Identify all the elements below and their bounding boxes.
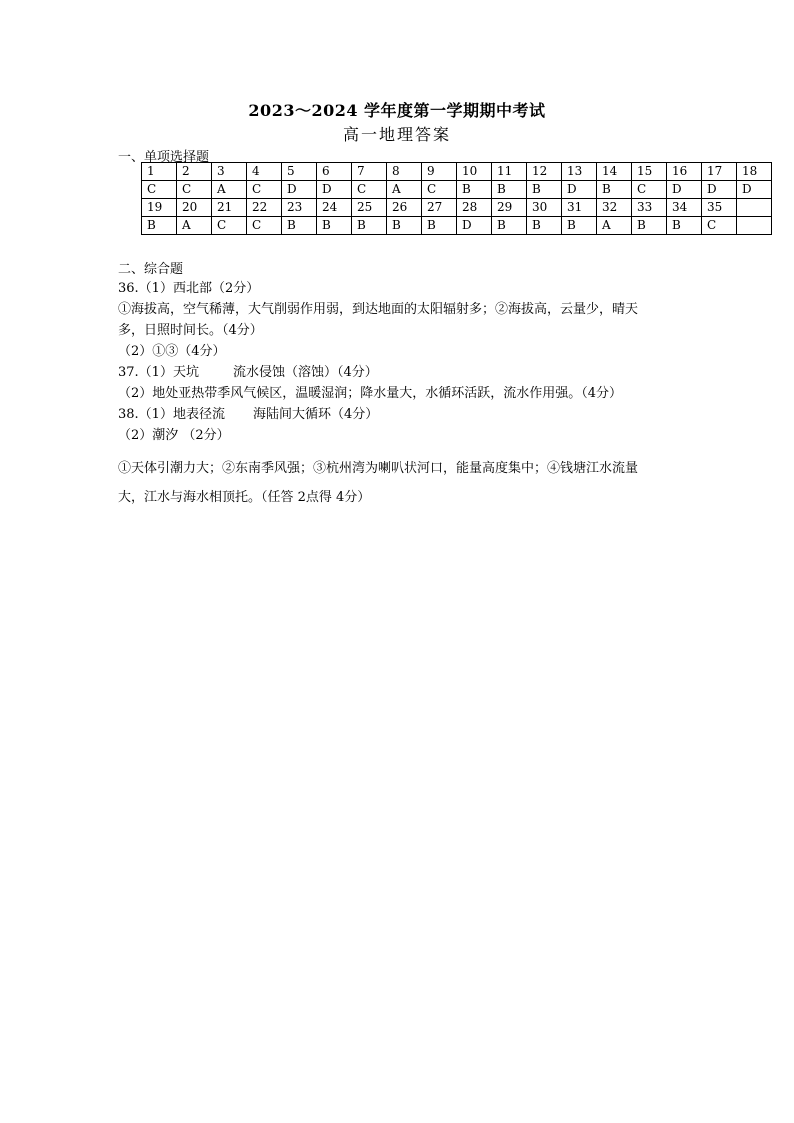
answer-letter-cell: B: [562, 217, 597, 235]
q37-part2: （2）地处亚热带季风气候区，温暖湿润；降水量大，水循环活跃，流水作用强。（4分）: [118, 386, 623, 401]
question-number-cell: 11: [492, 163, 527, 181]
q36-part1: 36.（1）西北部（2分）: [118, 281, 260, 296]
q36-part1-detail-line1: ①海拔高，空气稀薄，大气削弱作用弱，到达地面的太阳辐射多；②海拔高，云量少，晴天: [118, 302, 639, 317]
answer-letter-cell: C: [247, 181, 282, 199]
question-number-cell: 19: [142, 199, 177, 217]
q38-part1-answer-b: 海陆间大循环（4分）: [252, 407, 379, 422]
answer-letter-cell: B: [492, 181, 527, 199]
question-number-cell: 17: [702, 163, 737, 181]
answer-letter-cell: D: [457, 217, 492, 235]
page-title: 2023～2024 学年度第一学期期中考试: [248, 101, 546, 120]
answer-letter-cell: D: [562, 181, 597, 199]
answer-letter-cell: A: [177, 217, 212, 235]
answer-letter-cell: B: [492, 217, 527, 235]
question-number-cell: 20: [177, 199, 212, 217]
q38-part2-detail-line2: 大，江水与海水相顶托。（任答 2点得 4分）: [118, 490, 371, 505]
answer-letter-cell: C: [632, 181, 667, 199]
question-number-cell: 12: [527, 163, 562, 181]
question-number-cell: 32: [597, 199, 632, 217]
question-number-cell: 21: [212, 199, 247, 217]
answer-letter-cell: B: [142, 217, 177, 235]
answer-letter-cell: C: [422, 181, 457, 199]
question-number-cell: 22: [247, 199, 282, 217]
question-number-cell: 29: [492, 199, 527, 217]
question-number-cell: 23: [282, 199, 317, 217]
question-number-cell: 30: [527, 199, 562, 217]
q38-part1: [118, 403, 378, 422]
answer-letter-cell: C: [247, 217, 282, 235]
answer-letter-cell: A: [212, 181, 247, 199]
answer-letter-cell: B: [422, 217, 457, 235]
question-number-cell: 2: [177, 163, 212, 181]
answer-letter-cell: B: [597, 181, 632, 199]
answer-table-row: [142, 199, 772, 217]
answer-letter-cell: D: [282, 181, 317, 199]
answer-letter-cell: C: [702, 217, 737, 235]
question-number-cell: 6: [317, 163, 352, 181]
answer-letter-cell: [737, 217, 772, 235]
answer-letter-cell: C: [212, 217, 247, 235]
question-number-cell: 31: [562, 199, 597, 217]
answer-letter-cell: B: [527, 217, 562, 235]
section-heading-choice: 一、单项选择题: [118, 150, 210, 165]
question-number-cell: 13: [562, 163, 597, 181]
answer-letter-cell: B: [282, 217, 317, 235]
q37-part1-answer-a: 37.（1）天坑: [118, 365, 199, 380]
answer-table-row: [142, 217, 772, 235]
question-number-cell: 7: [352, 163, 387, 181]
section-heading-comprehensive: 二、综合题: [118, 262, 184, 277]
question-number-cell: 8: [387, 163, 422, 181]
answer-letter-cell: B: [387, 217, 422, 235]
q38-part2: （2）潮汐 （2分）: [118, 428, 230, 443]
question-number-cell: 15: [632, 163, 667, 181]
question-number-cell: 1: [142, 163, 177, 181]
question-number-cell: 33: [632, 199, 667, 217]
answer-letter-cell: B: [352, 217, 387, 235]
choice-answer-table: [141, 162, 772, 235]
question-number-cell: 24: [317, 199, 352, 217]
q36-part2: （2）①③（4分）: [118, 344, 226, 359]
q38-part1-answer-a: 38.（1）地表径流: [118, 407, 225, 422]
question-number-cell: 28: [457, 199, 492, 217]
question-number-cell: 9: [422, 163, 457, 181]
q36-part1-detail-line2: 多，日照时间长。（4分）: [118, 323, 263, 338]
answer-letter-cell: B: [632, 217, 667, 235]
question-number-cell: 14: [597, 163, 632, 181]
answer-letter-cell: B: [667, 217, 702, 235]
q37-part1: [118, 361, 378, 380]
answer-letter-cell: B: [457, 181, 492, 199]
answer-table-row: [142, 181, 772, 199]
answer-letter-cell: C: [142, 181, 177, 199]
answer-letter-cell: D: [667, 181, 702, 199]
question-number-cell: 4: [247, 163, 282, 181]
answer-letter-cell: B: [317, 217, 352, 235]
answer-table-row: [142, 163, 772, 181]
question-number-cell: 35: [702, 199, 737, 217]
answer-letter-cell: D: [317, 181, 352, 199]
question-number-cell: 27: [422, 199, 457, 217]
answer-letter-cell: D: [737, 181, 772, 199]
answer-letter-cell: A: [387, 181, 422, 199]
page-subtitle: 高一地理答案: [342, 125, 451, 144]
question-number-cell: 5: [282, 163, 317, 181]
question-number-cell: 10: [457, 163, 492, 181]
question-number-cell: 16: [667, 163, 702, 181]
answer-letter-cell: C: [177, 181, 212, 199]
q38-part2-detail-line1: ①天体引潮力大；②东南季风强；③杭州湾为喇叭状河口，能量高度集中；④钱塘江水流量: [118, 461, 639, 476]
question-number-cell: 3: [212, 163, 247, 181]
question-number-cell: 18: [737, 163, 772, 181]
question-number-cell: [737, 199, 772, 217]
question-number-cell: 26: [387, 199, 422, 217]
answer-letter-cell: A: [597, 217, 632, 235]
answer-letter-cell: C: [352, 181, 387, 199]
answer-letter-cell: D: [702, 181, 737, 199]
answer-letter-cell: B: [527, 181, 562, 199]
q37-part1-answer-b: 流水侵蚀（溶蚀）（4分）: [232, 365, 378, 380]
question-number-cell: 34: [667, 199, 702, 217]
question-number-cell: 25: [352, 199, 387, 217]
